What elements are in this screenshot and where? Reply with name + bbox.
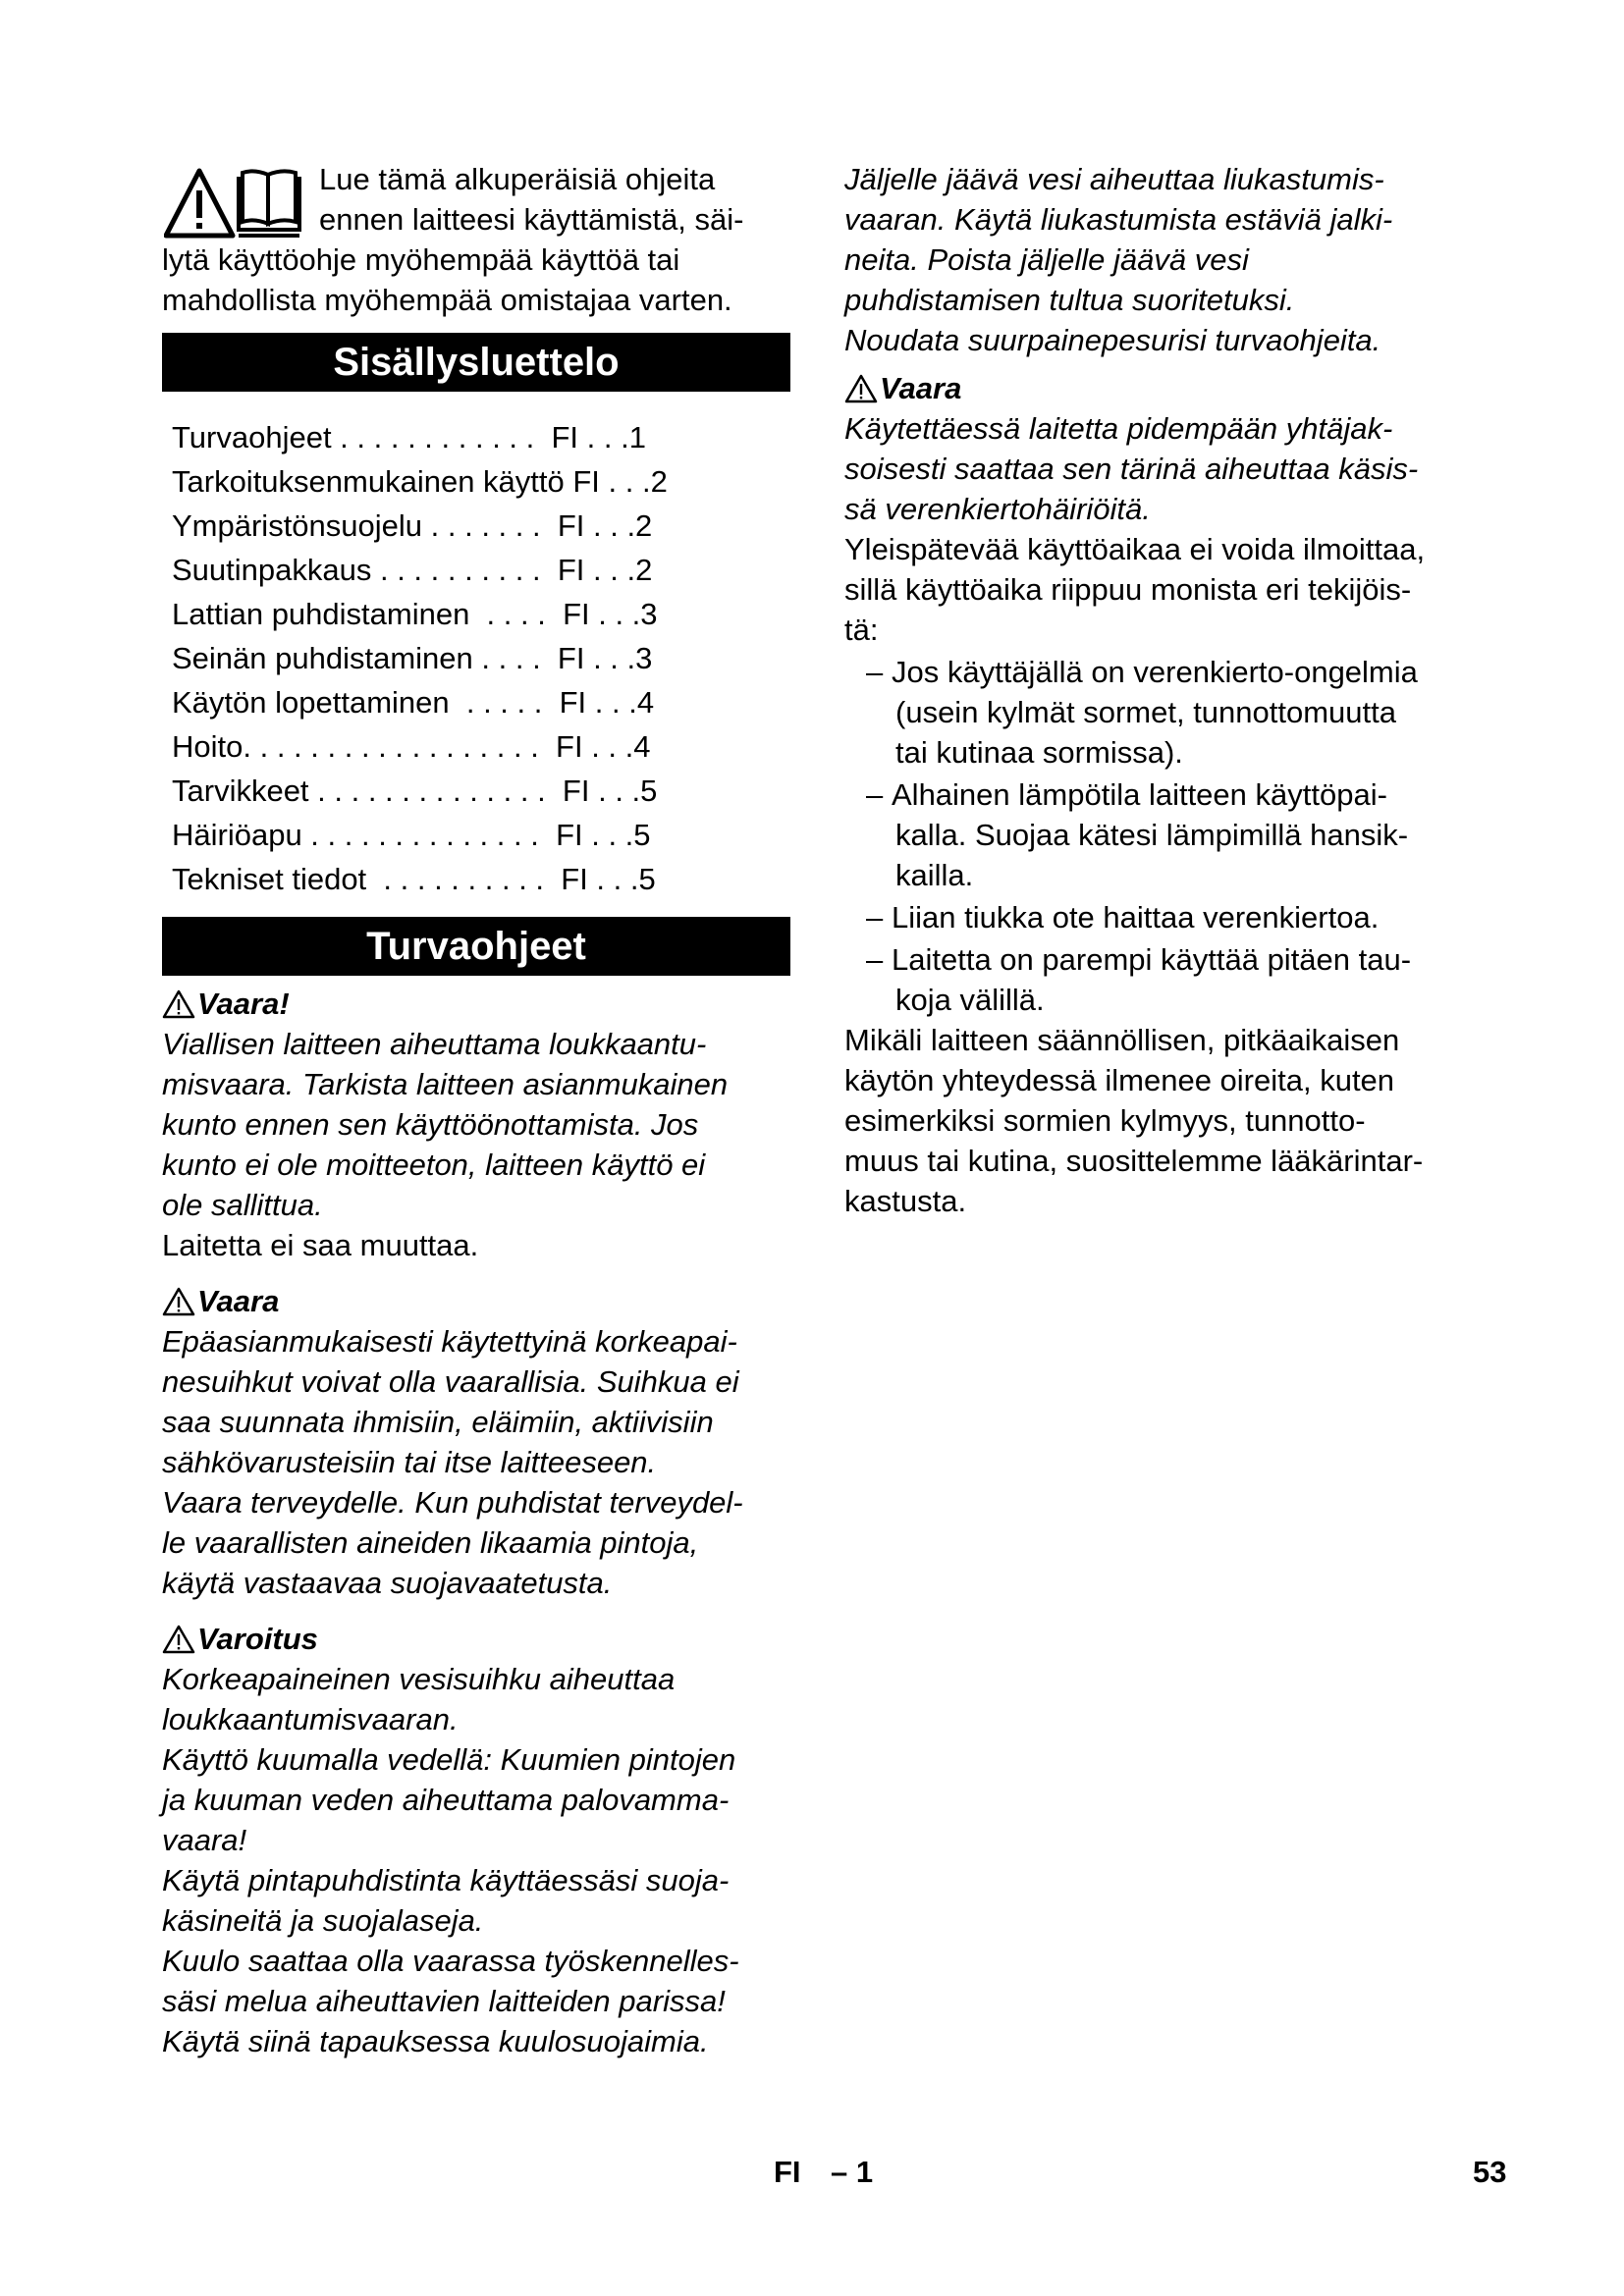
warning-text: kunto ei ole moitteeton, laitteen käyttö ei <box>162 1148 706 1182</box>
footer-language-code: FI <box>774 2155 801 2189</box>
paragraph-line: Mikäli laitteen säännöllisen, pitkäaikaisen <box>844 1023 1400 1057</box>
warning-title <box>162 1281 790 1321</box>
list-item-text: Laitetta on parempi käyttää pitäen tau- <box>892 942 1412 977</box>
factor-list <box>844 652 1473 1020</box>
intro-line: mahdollista myöhempää omistajaa varten. <box>162 283 732 317</box>
warning-triangle-icon <box>162 989 195 1019</box>
toc-item[interactable]: Suutinpakkaus . . . . . . . . . . FI . . .2 <box>172 553 653 587</box>
warning-label: Vaara <box>880 371 962 405</box>
list-item <box>844 897 1473 937</box>
list-item-text: koja välillä. <box>895 983 1045 1017</box>
left-column <box>162 159 790 2061</box>
warning-text: nesuihkut voivat olla vaarallisia. Suihkua ei <box>162 1364 739 1399</box>
intro-line: ennen laitteesi käyttämistä, säi- <box>319 202 744 237</box>
toc-item[interactable]: Tekniset tiedot . . . . . . . . . . FI . . .5 <box>172 862 656 896</box>
dash-bullet: – <box>866 777 884 812</box>
list-item-text: kalla. Suojaa kätesi lämpimillä hansik- <box>895 818 1409 852</box>
warning-text: vaara! <box>162 1823 247 1857</box>
warning-text: Vaara terveydelle. Kun puhdistat terveydel- <box>162 1485 743 1520</box>
list-item <box>844 939 1473 1020</box>
paragraph-line: Yleispätevää käyttöaikaa ei voida ilmoittaa, <box>844 532 1426 566</box>
warning-label: Vaara <box>197 1284 280 1318</box>
warning-title <box>844 368 1473 408</box>
notice-text: Noudata suurpainepesurisi turvaohjeita. <box>844 323 1381 357</box>
warning-label: Varoitus <box>197 1622 318 1656</box>
warning-text: käsineitä ja suojalaseja. <box>162 1903 484 1938</box>
intro-line: Lue tämä alkuperäisiä ohjeita <box>319 162 716 196</box>
warning-text: Korkeapaineinen vesisuihku aiheuttaa <box>162 1662 676 1696</box>
warning-triangle-icon <box>162 1287 195 1316</box>
toc-item[interactable]: Häiriöapu . . . . . . . . . . . . . . FI . . .5 <box>172 818 651 852</box>
paragraph-line: kastusta. <box>844 1184 967 1218</box>
toc-item[interactable]: Ympäristönsuojelu . . . . . . . FI . . .2 <box>172 508 653 543</box>
vibration-warning <box>844 368 1473 529</box>
toc-item[interactable]: Seinän puhdistaminen . . . . FI . . .3 <box>172 641 653 675</box>
intro-notice <box>162 159 790 320</box>
paragraph-line: muus tai kutina, suosittelemme lääkärintar- <box>844 1144 1424 1178</box>
notice-text: puhdistamisen tultua suoritetuksi. <box>844 283 1295 317</box>
warning-text: Kuulo saattaa olla vaarassa työskennelles- <box>162 1944 739 1978</box>
list-item <box>844 652 1473 773</box>
list-item-text: Jos käyttäjällä on verenkierto-ongelmia <box>892 655 1418 689</box>
warning-text: loukkaantumisvaaran. <box>162 1702 459 1736</box>
warning-title <box>162 1619 790 1659</box>
notice-text: vaaran. Käytä liukastumista estäviä jalki- <box>844 202 1393 237</box>
right-column <box>844 159 1473 1221</box>
list-item-text: (usein kylmät sormet, tunnottomuutta <box>895 695 1397 729</box>
toc-item[interactable]: Lattian puhdistaminen . . . . FI . . .3 <box>172 597 658 631</box>
warning-text: ole sallittua. <box>162 1188 323 1222</box>
list-item-text: kailla. <box>895 858 974 892</box>
warning-text: sä verenkiertohäiriöitä. <box>844 492 1151 526</box>
warning-text: kunto ennen sen käyttöönottamista. Jos <box>162 1107 699 1142</box>
list-item-text: Alhainen lämpötila laitteen käyttöpai- <box>892 777 1387 812</box>
warning-text: saa suunnata ihmisiin, eläimiin, aktiivisiin <box>162 1405 714 1439</box>
safety-heading: Turvaohjeet <box>162 917 790 976</box>
dash-bullet: – <box>866 655 884 689</box>
table-of-contents <box>172 415 790 901</box>
footer-section-page: – 1 <box>831 2155 874 2189</box>
toc-heading: Sisällysluettelo <box>162 333 790 392</box>
toc-item[interactable]: Hoito. . . . . . . . . . . . . . . . . . FI . . .4 <box>172 729 651 764</box>
warning-block-1 <box>162 984 790 1265</box>
warning-text: ja kuuman veden aiheuttama palovamma- <box>162 1783 730 1817</box>
list-item <box>844 774 1473 895</box>
warning-text: sähkövarusteisiin tai itse laitteeseen. <box>162 1445 657 1479</box>
warning-note: Laitetta ei saa muuttaa. <box>162 1228 479 1262</box>
toc-item[interactable]: Turvaohjeet . . . . . . . . . . . . FI . . .1 <box>172 420 646 454</box>
warning-text: Käytä pintapuhdistinta käyttäessäsi suoja- <box>162 1863 730 1897</box>
list-item-text: Liian tiukka ote haittaa verenkiertoa. <box>892 900 1380 934</box>
intro-line: lytä käyttöohje myöhempää käyttöä tai <box>162 242 680 277</box>
warning-text: Käytä siinä tapauksessa kuulosuojaimia. <box>162 2024 709 2058</box>
warning-label: Vaara! <box>197 987 290 1021</box>
warning-text: Käytettäessä laitetta pidempään yhtäjak- <box>844 411 1393 446</box>
usage-time-paragraph <box>844 529 1473 650</box>
paragraph-line: tä: <box>844 613 879 647</box>
warning-title <box>162 984 790 1024</box>
footer-page-number: 53 <box>1473 2155 1507 2189</box>
warning-text: käytä vastaavaa suojavaatetusta. <box>162 1566 613 1600</box>
toc-item[interactable]: Tarvikkeet . . . . . . . . . . . . . . FI . . .5 <box>172 774 658 808</box>
warning-triangle-icon <box>162 1625 195 1654</box>
warning-text: misvaara. Tarkista laitteen asianmukainen <box>162 1067 729 1101</box>
dash-bullet: – <box>866 942 884 977</box>
warning-text: säsi melua aiheuttavien laitteiden parissa! <box>162 1984 726 2018</box>
warning-text: Epäasianmukaisesti käytettyinä korkeapai- <box>162 1324 737 1359</box>
warning-text: le vaarallisten aineiden likaamia pintoja, <box>162 1525 699 1560</box>
warning-manual-icon <box>164 167 307 241</box>
warning-text: Viallisen laitteen aiheuttama loukkaantu- <box>162 1027 707 1061</box>
paragraph-line: esimerkiksi sormien kylmyys, tunnotto- <box>844 1103 1366 1138</box>
warning-text: soisesti saattaa sen tärinä aiheuttaa käsis- <box>844 452 1419 486</box>
list-item-text: tai kutinaa sormissa). <box>895 735 1183 770</box>
warning-text: Käyttö kuumalla vedellä: Kuumien pintojen <box>162 1742 736 1777</box>
warning-triangle-icon <box>844 374 878 403</box>
toc-item[interactable]: Tarkoituksenmukainen käyttö FI . . .2 <box>172 464 668 499</box>
warning-block-3 <box>162 1619 790 2061</box>
symptom-paragraph <box>844 1020 1473 1221</box>
notice-text: Jäljelle jäävä vesi aiheuttaa liukastumis- <box>844 162 1384 196</box>
paragraph-line: käytön yhteydessä ilmenee oireita, kuten <box>844 1063 1395 1097</box>
residual-water-notice <box>844 159 1473 360</box>
toc-item[interactable]: Käytön lopettaminen . . . . . FI . . .4 <box>172 685 655 720</box>
warning-block-2 <box>162 1281 790 1603</box>
notice-text: neita. Poista jäljelle jäävä vesi <box>844 242 1249 277</box>
paragraph-line: sillä käyttöaika riippuu monista eri tekijöis- <box>844 572 1412 607</box>
dash-bullet: – <box>866 900 884 934</box>
